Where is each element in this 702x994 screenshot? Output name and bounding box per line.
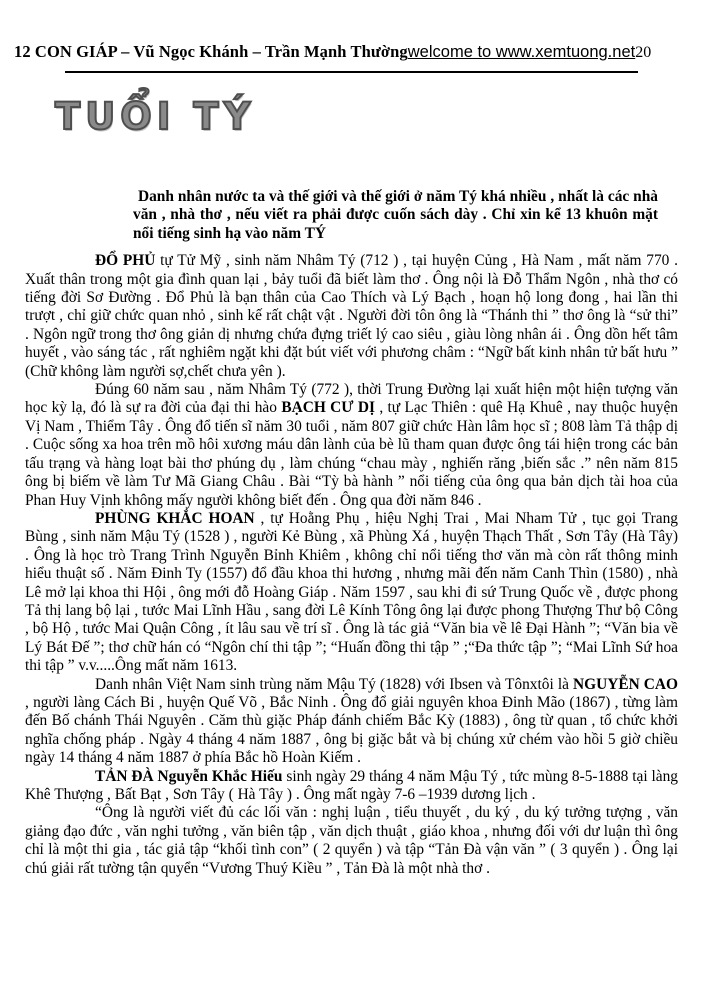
person-name: NGUYỄN CAO (573, 675, 678, 693)
book-title: 12 CON GIÁP – Vũ Ngọc Khánh – Trần Mạnh Thường (14, 42, 408, 61)
section-title: TUỔI TÝ (55, 95, 256, 138)
paragraph (25, 381, 678, 510)
text-run: “Ông là người viết đủ các lối văn : nghị luận , tiểu thuyết , du ký , du ký tưởng tượng , văn giảng đạo đức , văn nghi tưởng , văn biên tập , văn dịch thuật , giáo khoa , nhưng đối với dư luận thì ông chỉ là một thi gia , tác giả tập “khối tình con” ( 2 quyển ) và tập “Tản Đà vận văn ” ( 3 quyển ) . Ông lại chú giải rất tường tận quyển “Vương Thuý Kiều ” , Tản Đà là một nhà thơ . (25, 804, 678, 877)
header-divider (65, 71, 638, 73)
paragraph (25, 804, 678, 878)
text-run: sinh ngày 29 tháng 4 năm Mậu Tý , tức mùng 8-5-1888 tại làng Khê Thượng , Bất Bạt , Sơn Tây ( Hà Tây ) . Ông mất ngày 7-6 –1939 dương lịch . (25, 767, 679, 803)
person-name: TẢN ĐÀ Nguyễn Khắc Hiếu (95, 767, 283, 785)
text-run: , tự Hoằng Phụ , hiệu Nghị Trai , Mai Nham Tử , tục gọi Trang Bùng , sinh năm Mậu Tý (1528 ) , người Kẻ Bùng , xã Phùng Xá , huyện Thạch Thất , Sơn Tây (Hà Tây) . Ông là học trò Trang Trình Nguyễn Bỉnh Khiêm , không chỉ nổi tiếng thơ văn mà còn rất thông minh hiểu thuật số . Năm Đinh Ty (1557) đổ đầu khoa thi hương , nhưng mãi đến năm Canh Thìn (1580) , nhà Lê mở lại khoa thi Hội , ông mới đỗ Hoàng Giáp . Năm 1597 , sau khi đi sứ Trung Quốc về , được phong Tả thị lang bộ lại , tước Mai Lĩnh Hầu , sang đời Lê Kính Tông ông lại được phong Thượng Thư bộ Công , bộ Hộ , tước Mai Quận Công , ít lâu sau về trí sĩ . Ông là tác giả “Văn bia về lê Đại Hành ”; “Văn bia về Lý Bát Đế ”; thơ chữ hán có “Ngôn chí thi tập ”; “Huấn đồng thi tập ” ;“Đa thức tập ”; “Mai Lĩnh Sứ hoa thi tập ” v.v.....Ông mất năm 1613. (25, 509, 678, 675)
text-run: Danh nhân Việt Nam sinh trùng năm Mậu Tý (1828) với Ibsen và Tônxtôi là (95, 675, 574, 693)
website-link[interactable]: welcome to www.xemtuong.net (407, 43, 636, 61)
paragraph (25, 676, 678, 768)
page-header (14, 42, 650, 62)
paragraph (25, 252, 678, 381)
text-run: , tự Lạc Thiên : quê Hạ Khuê , nay thuộc huyện Vị Nam , Thiểm Tây . Ông đổ tiến sĩ năm 30 tuổi , năm 807 giữ chức Hàn lâm học sĩ ; 808 làm Tả thập dị . Cuộc sống xa hoa trên mồ hôi xương máu dân lành của bè lũ tham quan được ông tái hiện trong các bản tấu trạng và hàng loạt bài thơ phúng dụ , làm chúng “chau mày , nghiến răng ,biến sắc .” nên năm 815 ông bị biếm về làm Tư Mã Giang Châu . Bài “Tỳ bà hành ” nổi tiếng của ông qua bản dịch tài hoa của Phan Huy Vịnh không mấy người không biết đến . Ông qua đời năm 846 . (25, 399, 678, 509)
text-run: , người làng Cách Bi , huyện Quế Võ , Bắc Ninh . Ông đổ giải nguyên khoa Đinh Mão (1867) , từng làm đến Bố chánh Thái Nguyên . Căm thù giặc Pháp đánh chiếm Bắc Kỳ (1883) , ông từ quan , tổ chức khởi nghĩa chống pháp . Ngày 4 tháng 4 năm 1887 , ông bị giặc bắt và bị chúng xử chém vào hồi 5 giờ chiều ngày 14 tháng 4 năm 1887 ở phía Bắc hồ Hoàn Kiếm . (25, 693, 678, 767)
paragraph (25, 510, 678, 676)
page-number: 20 (635, 44, 652, 61)
text-run: tự Tử Mỹ , sinh năm Nhâm Tý (712 ) , tại huyện Củng , Hà Nam , mất năm 770 . Xuất thân trong một gia đình quan lại , bảy tuổi đã biết làm thơ . Ông nội là Đỗ Thẩm Ngôn , nhà thơ có tiếng đời Sơ Đường . Đổ Phủ là bạn thân của Cao Thích và Lý Bạch , hoạn hộ long đong , hai lần thi trượt , chỉ giữ chức quan nhỏ , sinh kế rất chật vật . Người đời tôn ông là “Thánh thi ” thơ ông là “sử thi” . Ngôn ngữ trong thơ ông giản dị nhưng chứa đựng triết lý cao siêu , giàu lòng nhân ái . Ông dồn hết tâm huyết , vào sáng tác , rất nghiêm ngặt khi đặt bút viết với phương châm : “Ngữ bất kinh nhân tử bất hưu ” (Chữ không làm người sợ,chết chưa yên ). (25, 252, 678, 380)
header-right (408, 43, 651, 62)
body-paragraphs (25, 252, 678, 878)
intro-paragraph: Danh nhân nước ta và thế giới và thế giới ở năm Tý khá nhiều , nhất là các nhà văn , nhà thơ , nếu viết ra phải được cuốn sách dày . Chỉ xin kể 13 khuôn mặt nổi tiếng sinh hạ vào năm TÝ (133, 188, 658, 242)
text-run: Đúng 60 năm sau , năm Nhâm Tý (772 ), thời Trung Đường lại xuất hiện một hiện tượng văn học kỳ lạ, đó là sự ra đời của đại thi hào (25, 381, 678, 417)
person-name: ĐỔ PHỦ (95, 252, 156, 270)
person-name: BẠCH CƯ DỊ (281, 399, 375, 417)
paragraph (25, 768, 678, 805)
person-name: PHÙNG KHẮC HOAN (95, 509, 255, 527)
